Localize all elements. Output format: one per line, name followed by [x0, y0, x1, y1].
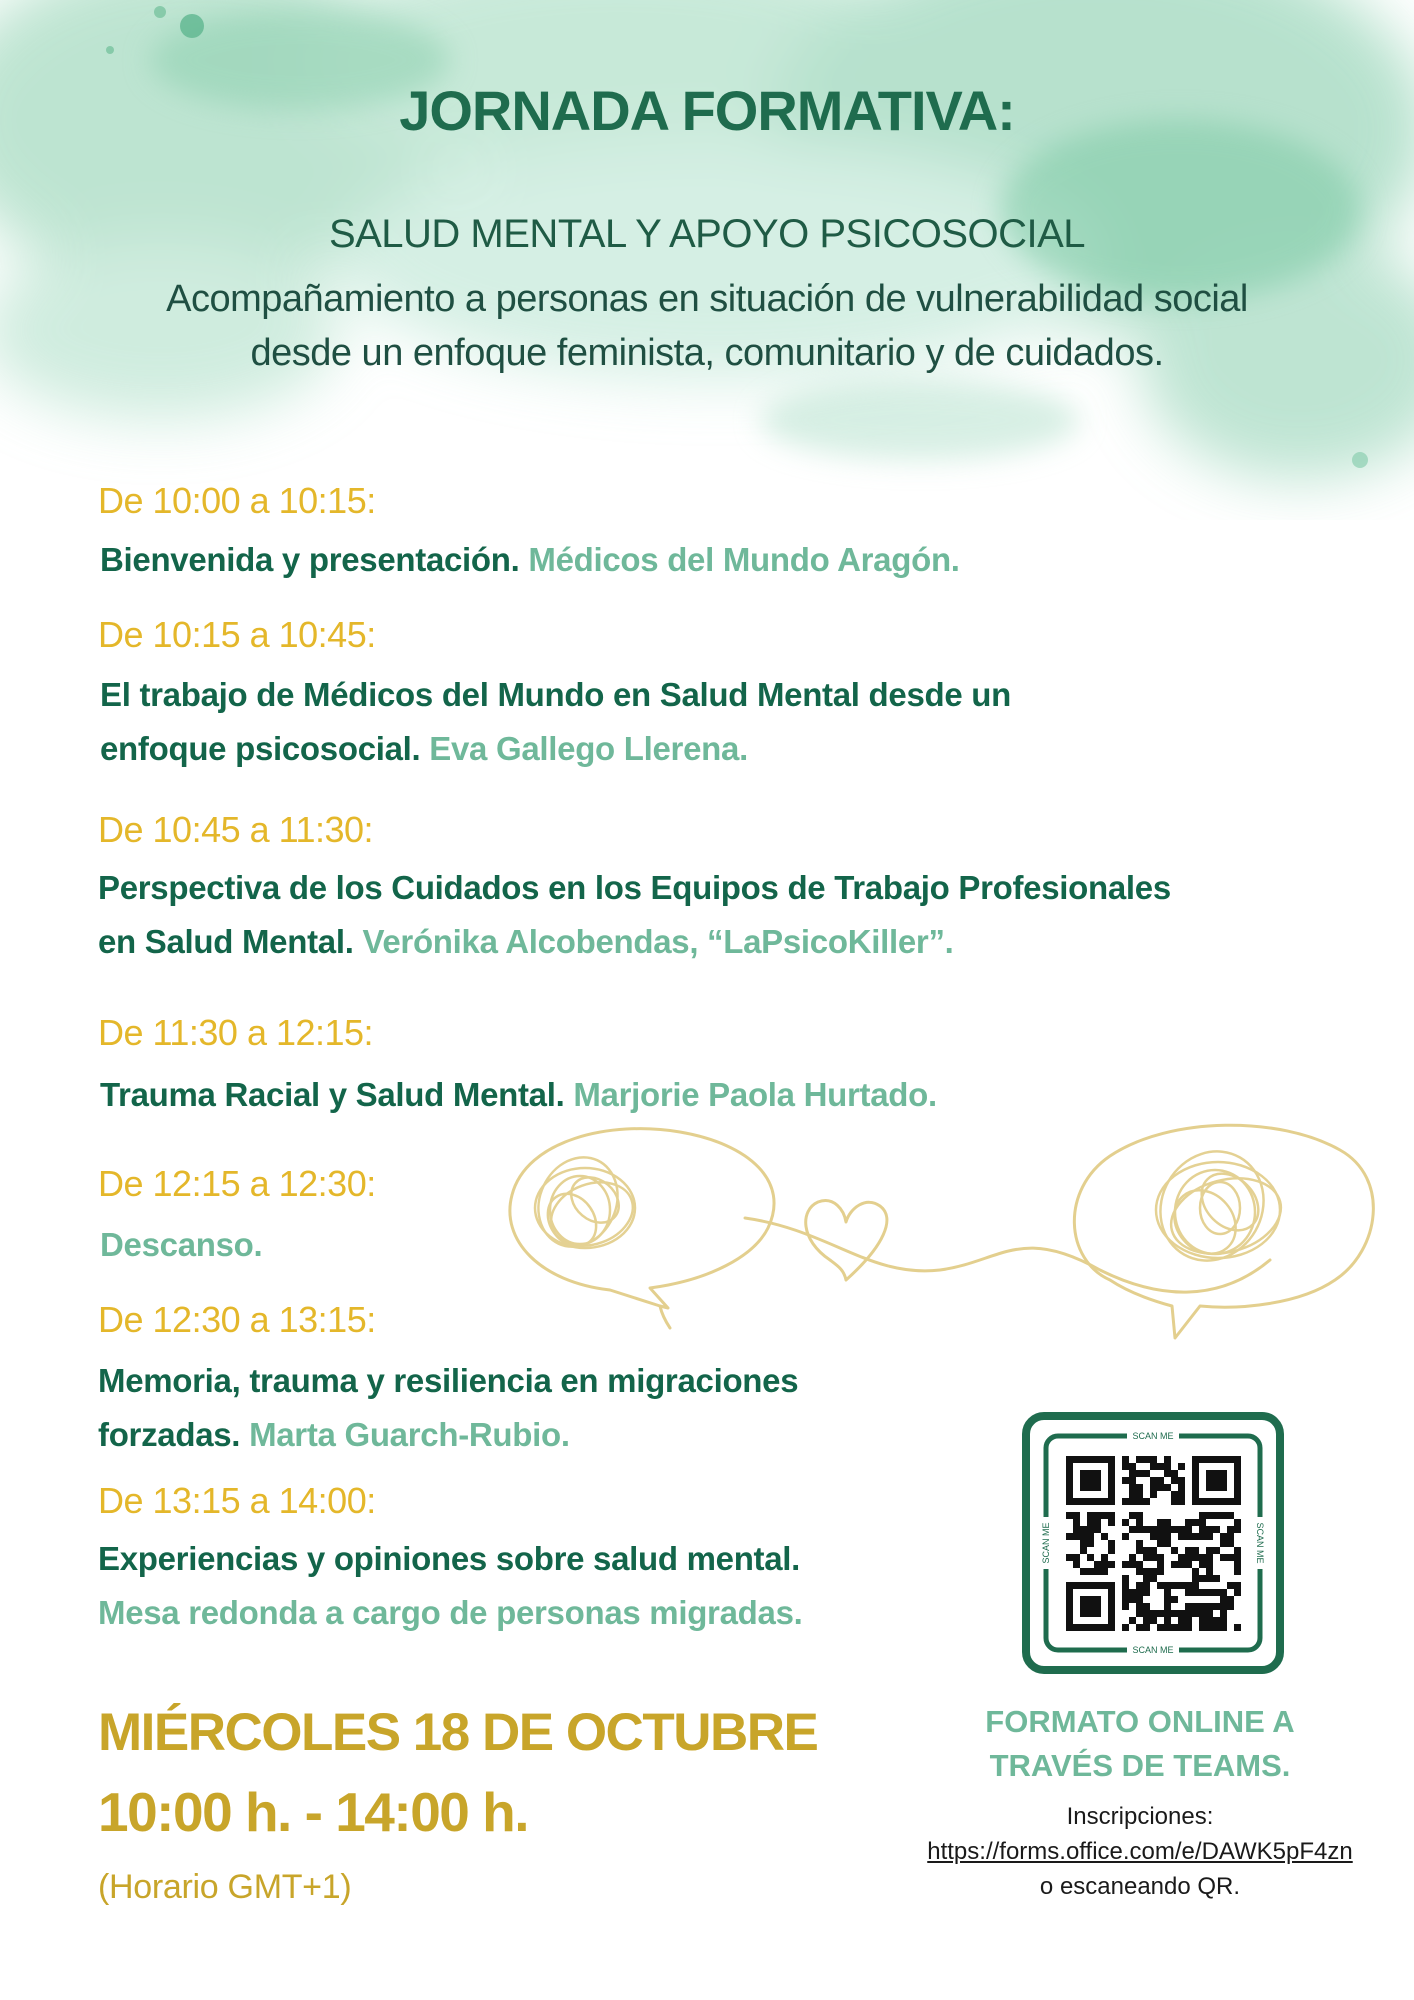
format-line: TRAVÉS DE TEAMS. [989, 1748, 1291, 1783]
talk-speaker: Eva Gallego Llerena. [429, 730, 748, 767]
page-title: JORNADA FORMATIVA: [399, 79, 1015, 142]
talk-title: forzadas. [98, 1416, 241, 1453]
schedule-talk [98, 861, 1171, 969]
page-description [0, 272, 1414, 380]
scribble-left [524, 1144, 642, 1259]
schedule-talk [100, 1218, 262, 1272]
schedule-time: De 12:30 a 13:15: [98, 1299, 376, 1340]
schedule-time: De 10:45 a 11:30: [98, 809, 374, 850]
talk-title: Descanso. [100, 1226, 263, 1263]
schedule-talk [100, 668, 1011, 776]
talk-title: Trauma Racial y Salud Mental. [100, 1076, 565, 1113]
scribble-right [1141, 1133, 1290, 1280]
schedule-time: De 13:15 a 14:00: [98, 1480, 376, 1521]
qr-scan-label: SCAN ME [1132, 1645, 1174, 1655]
speech-bubble-scribble-icon [500, 1110, 1390, 1350]
registration-link[interactable]: https://forms.office.com/e/DAWK5pF4zn [927, 1838, 1353, 1865]
description-line: desde un enfoque feminista, comunitario y de cuidados. [250, 332, 1164, 374]
talk-title: Memoria, trauma y resiliencia en migraciones [98, 1362, 799, 1399]
schedule-time: De 10:15 a 10:45: [98, 614, 376, 655]
description-line: Acompañamiento a personas en situación de vulnerabilidad social [166, 278, 1248, 320]
talk-speaker: Mesa redonda a cargo de personas migradas. [98, 1594, 803, 1631]
talk-speaker: Marjorie Paola Hurtado. [573, 1076, 937, 1113]
talk-title: Bienvenida y presentación. [100, 541, 520, 578]
registration-label: Inscripciones: [1066, 1803, 1214, 1830]
talk-title: El trabajo de Médicos del Mundo en Salud Mental desde un [100, 676, 1011, 713]
talk-title: en Salud Mental. [98, 923, 354, 960]
qr-note: o escaneando QR. [1039, 1873, 1241, 1900]
talk-speaker: Médicos del Mundo Aragón. [528, 541, 960, 578]
right-speech-bubble [1074, 1125, 1373, 1338]
schedule-talk [100, 533, 960, 587]
qr-scan-label: SCAN ME [1255, 1522, 1265, 1564]
page-subtitle: SALUD MENTAL Y APOYO PSICOSOCIAL [328, 212, 1086, 256]
talk-speaker: Marta Guarch-Rubio. [249, 1416, 570, 1453]
event-hours: 10:00 h. - 14:00 h. [98, 1781, 529, 1843]
talk-title: Perspectiva de los Cuidados en los Equipos de Trabajo Profesionales [98, 869, 1171, 906]
qr-scan-label: SCAN ME [1132, 1431, 1174, 1441]
talk-title: enfoque psicosocial. [100, 730, 421, 767]
talk-title: Experiencias y opiniones sobre salud mental. [98, 1540, 801, 1577]
qr-code-icon[interactable] [1022, 1412, 1284, 1674]
schedule-talk [98, 1354, 798, 1462]
schedule-time: De 11:30 a 12:15: [98, 1012, 374, 1053]
qr-scan-label: SCAN ME [1041, 1522, 1051, 1564]
format-line: FORMATO ONLINE A [985, 1704, 1295, 1739]
schedule-talk [98, 1532, 803, 1640]
timezone-note: (Horario GMT+1) [98, 1868, 352, 1906]
format-info [910, 1700, 1370, 1788]
event-date: MIÉRCOLES 18 DE OCTUBRE [98, 1703, 818, 1762]
left-speech-bubble [510, 1129, 774, 1308]
talk-speaker: Verónika Alcobendas, “LaPsicoKiller”. [362, 923, 954, 960]
schedule-time: De 10:00 a 10:15: [98, 480, 376, 521]
schedule-time: De 12:15 a 12:30: [98, 1163, 376, 1204]
